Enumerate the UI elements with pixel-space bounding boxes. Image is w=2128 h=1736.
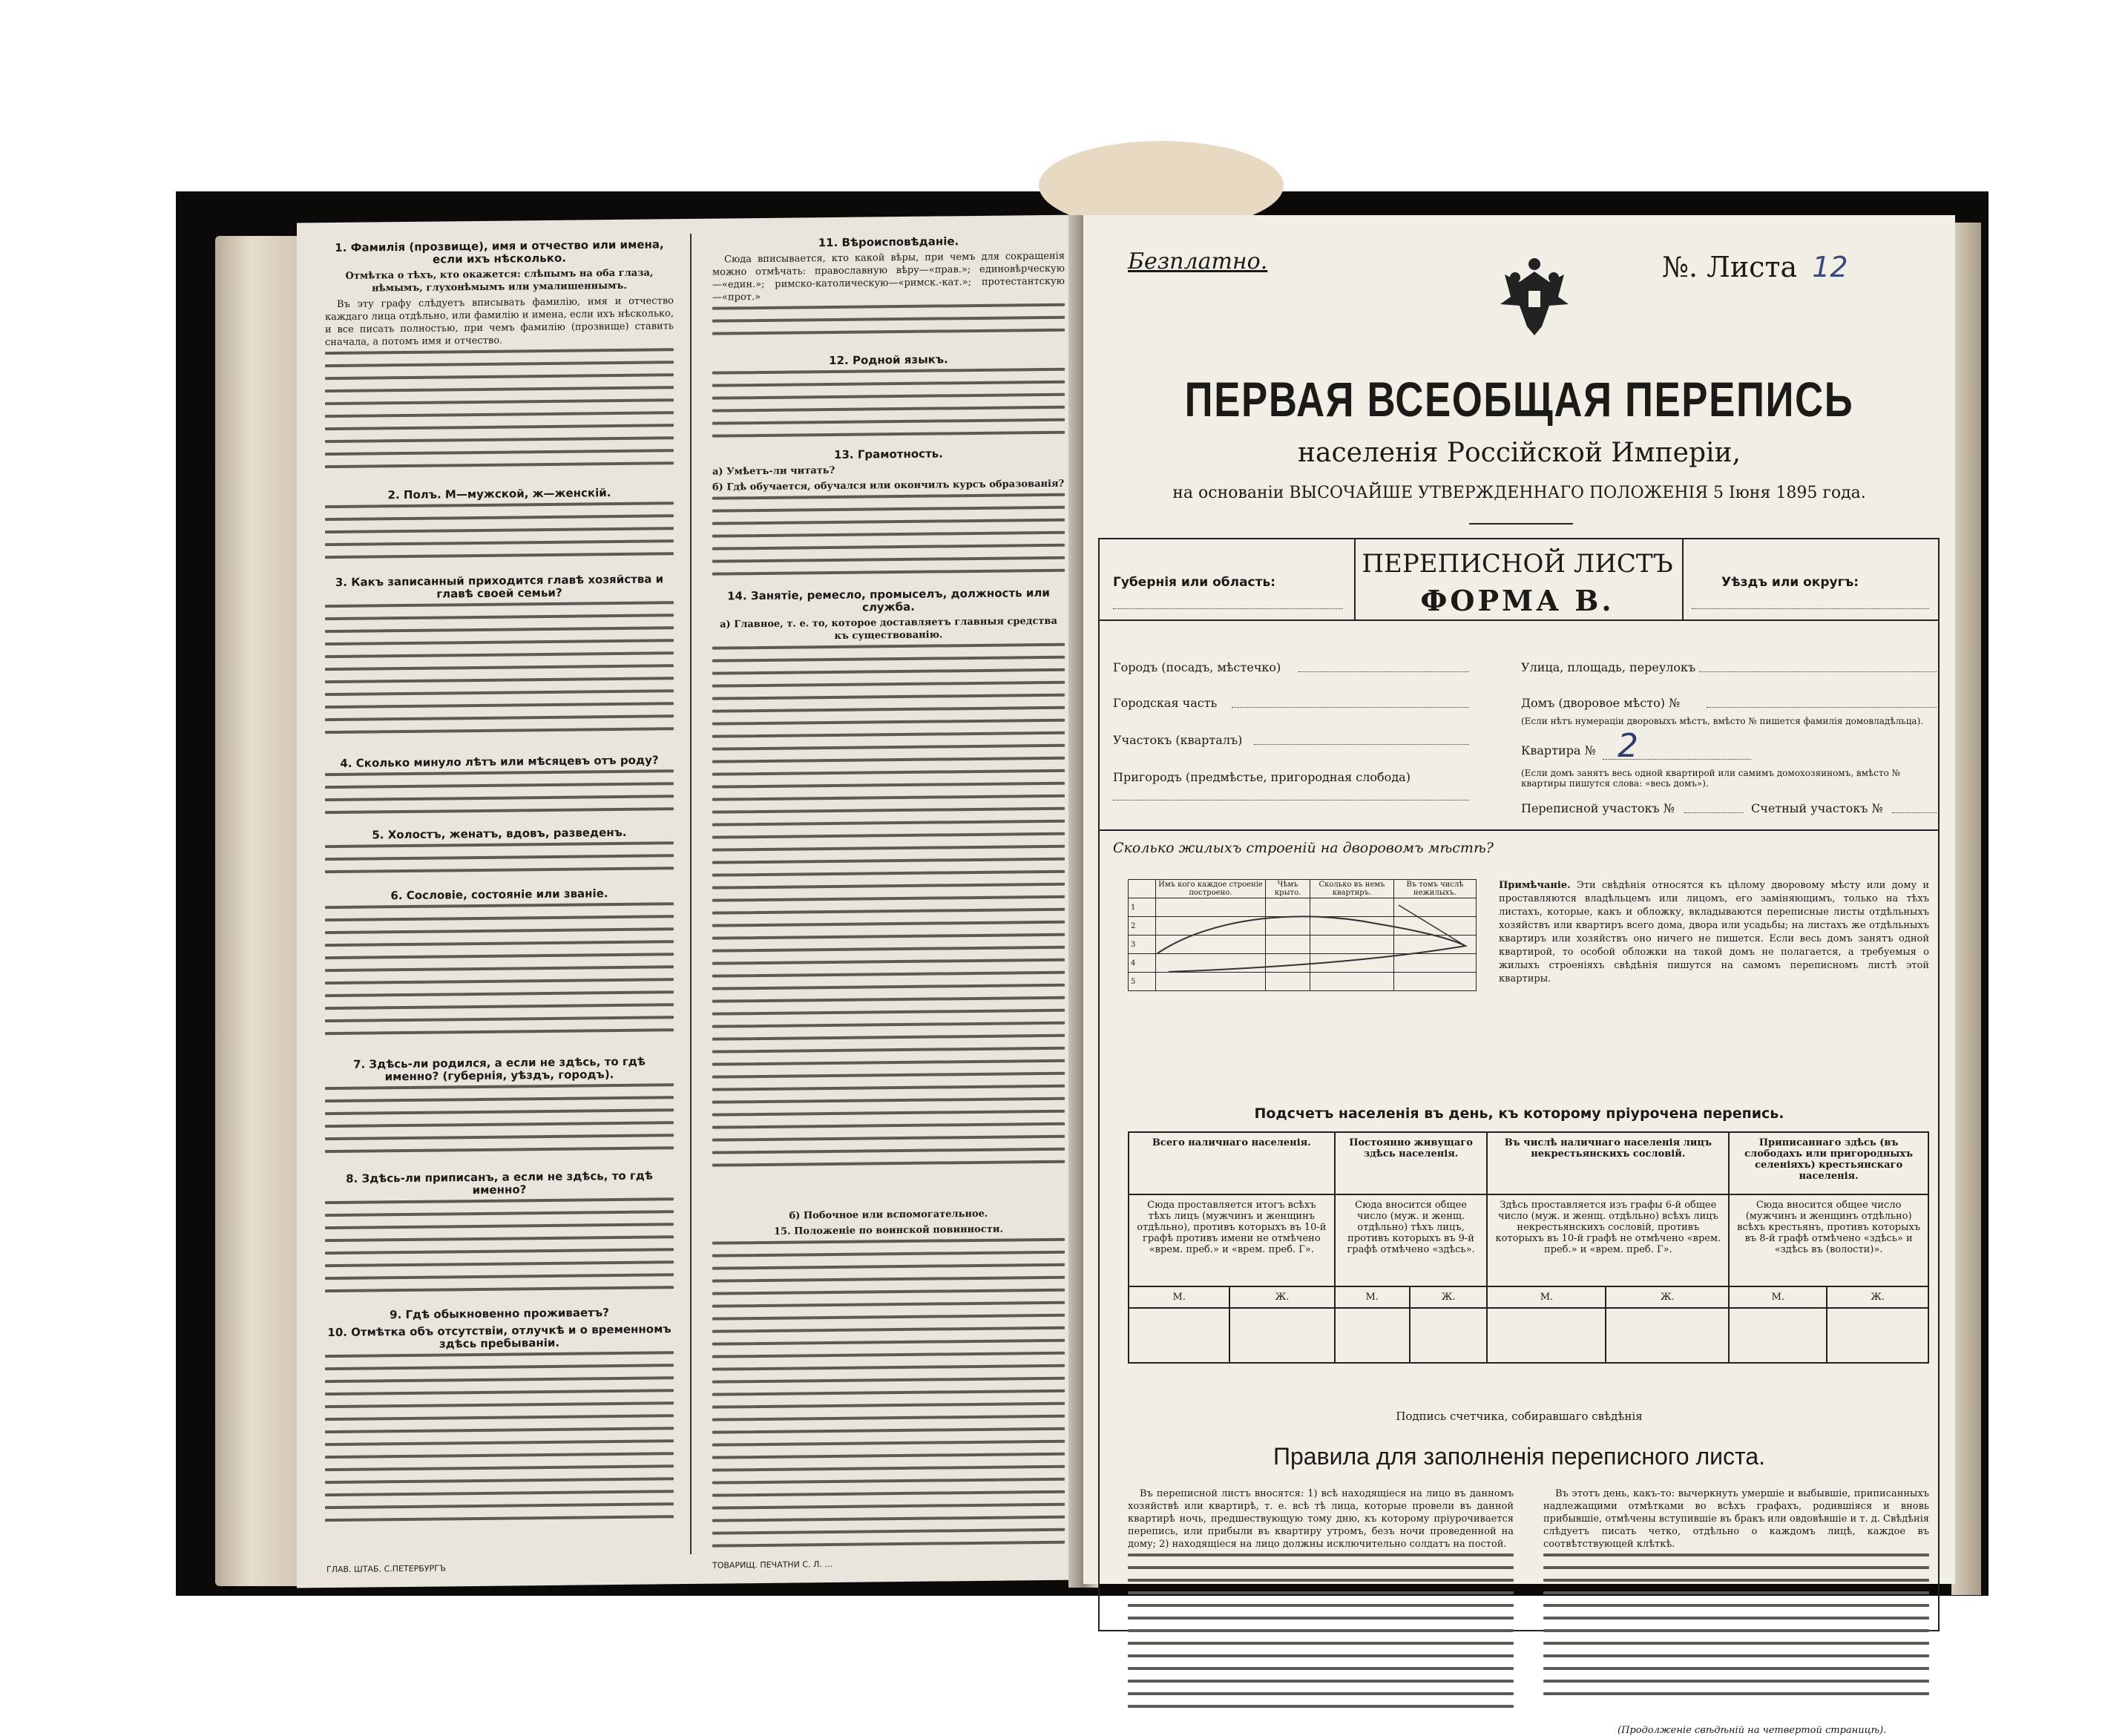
- item-4-heading: 4. Сколько минуло лѣтъ или мѣсяцевъ отъ роду?: [340, 753, 659, 770]
- male-label: М.: [1729, 1286, 1827, 1308]
- table-cell: Сюда вносится общее число (мужчинъ и женщинъ отдѣльно) всѣхъ крестьянъ, противъ которыхъ въ 8-й графѣ отмѣчено «здѣсь» и «здѣсь въ (волости)».: [1729, 1194, 1928, 1286]
- form-label: ФОРМА В.: [1420, 584, 1615, 617]
- row-number: 5: [1129, 973, 1156, 991]
- uezd-field[interactable]: [1692, 608, 1929, 609]
- book-edge-left: [215, 236, 304, 1586]
- census-area-label: Переписной участокъ №: [1521, 801, 1675, 815]
- city-part-field[interactable]: [1232, 707, 1469, 708]
- male-label: М.: [1487, 1286, 1606, 1308]
- house-field[interactable]: [1707, 707, 1937, 708]
- apartment-field[interactable]: [1603, 759, 1751, 760]
- male-label: М.: [1129, 1286, 1229, 1308]
- table-cell[interactable]: [1729, 1308, 1827, 1363]
- table-header-row: [1129, 880, 1477, 898]
- item-13a-heading: а) Умѣетъ-ли читать?: [712, 464, 835, 478]
- street-field[interactable]: [1699, 671, 1937, 672]
- table-header: Всего наличнаго населенія.: [1129, 1132, 1335, 1194]
- free-label: Безплатно.: [1128, 249, 1268, 274]
- table-cell[interactable]: [1827, 1308, 1928, 1363]
- quarter-label: Участокъ (кварталъ): [1113, 733, 1243, 747]
- row-number: 1: [1129, 898, 1156, 917]
- gubernia-field[interactable]: [1113, 608, 1343, 609]
- row-number: 2: [1129, 917, 1156, 936]
- table-cell[interactable]: [1335, 1308, 1410, 1363]
- table-cell[interactable]: [1410, 1308, 1488, 1363]
- counter-area-label: Счетный участокъ №: [1751, 801, 1883, 815]
- text-block: [325, 502, 674, 572]
- item-11-heading: 11. Вѣроисповѣданіе.: [818, 234, 959, 250]
- apartment-note: (Если домъ занятъ весь одной квартирой или самимъ домохозяиномъ, вмѣсто № квартиры пишутся слова: «весь домъ»).: [1521, 768, 1900, 789]
- table-header-row: [1129, 1132, 1928, 1194]
- table-header: Сколько въ немъ квартиръ.: [1310, 880, 1394, 898]
- female-label: Ж.: [1827, 1286, 1928, 1308]
- gubernia-label: Губернія или область:: [1113, 575, 1276, 590]
- item-5-heading: 5. Холостъ, женатъ, вдовъ, разведенъ.: [372, 825, 627, 842]
- city-part-label: Городская часть: [1113, 696, 1218, 710]
- table-header: Имъ кого каждое строеніе построено.: [1156, 880, 1266, 898]
- item-9-heading: 9. Гдѣ обыкновенно проживаетъ?: [390, 1306, 609, 1322]
- item-6-heading: 6. Сословіе, состояніе или званіе.: [390, 887, 608, 903]
- census-title: ПЕРВАЯ ВСЕОБЩАЯ ПЕРЕПИСЬ: [1184, 372, 1854, 427]
- item-14b-heading: б) Побочное или вспомогательное.: [789, 1208, 988, 1222]
- item-13-heading: 13. Грамотность.: [834, 447, 943, 461]
- population-count-title: Подсчетъ населенія въ день, къ которому пріурочена перепись.: [1254, 1105, 1784, 1122]
- item-1-heading: 1. Фамилія (прозвище), имя и отчество или имена, если ихъ нѣсколько.: [335, 237, 664, 266]
- sheet-number-value: 12: [1812, 251, 1848, 283]
- census-area-field[interactable]: [1684, 812, 1744, 813]
- table-row: [1129, 1308, 1928, 1363]
- table-cell[interactable]: [1229, 1308, 1334, 1363]
- rules-column-right: [1543, 1487, 1929, 1717]
- text-block: [325, 902, 674, 1054]
- item-1-note: Отмѣтка о тѣхъ, кто окажется: слѣпымъ на оба глаза, нѣмымъ, глухонѣмымъ или умалишеннымъ.: [345, 267, 654, 295]
- divider: [1098, 829, 1940, 831]
- text-block: [712, 493, 1065, 586]
- item-14-heading: 14. Занятіе, ремесло, промыселъ, должность или служба.: [727, 585, 1050, 614]
- apartment-label: Квартира №: [1521, 743, 1596, 757]
- male-label: М.: [1335, 1286, 1410, 1308]
- item-13b-heading: б) Гдѣ обучается, обучался или окончилъ курсъ образованія?: [712, 478, 1065, 493]
- row-number: 4: [1129, 954, 1156, 973]
- right-imprint: ТОВАРИЩ. ПЕЧАТНИ С. Л. ...: [712, 1559, 833, 1571]
- female-label: Ж.: [1410, 1286, 1488, 1308]
- text-block: [325, 1197, 674, 1305]
- signature-label: Подпись счетчика, собиравшаго свѣдѣнія: [1396, 1410, 1643, 1423]
- census-basis: на основаніи ВЫСОЧАЙШЕ УТВЕРЖДЕННАГО ПОЛОЖЕНІЯ 5 Іюня 1895 года.: [1172, 484, 1866, 502]
- text-block: [712, 1238, 1065, 1576]
- quarter-field[interactable]: [1254, 744, 1469, 745]
- uezd-label: Уѣздъ или округъ:: [1721, 575, 1859, 590]
- table-cell: Здѣсь проставляется изъ графы 6-й общее число (муж. и женщ. отдѣльно) всѣхъ лицъ некрестьянскихъ сословій, противъ которыхъ въ 10-й графѣ не отмѣчено «врем. преб.» и «врем. преб. Г».: [1487, 1194, 1729, 1286]
- note-text: Эти свѣдѣнія относятся къ цѣлому дворовому мѣсту или дому и проставляются владѣльцемъ или лицомъ, его заміняющимъ, только на тѣхъ листахъ, которые, какъ и обложку, вкладываются переписные листы отдѣльныхъ хозяйствъ или квартиръ всего дома, двора или усадьбы; на листахъ же отдѣльныхъ квартиръ или хозяйствъ оно ничего не пишется. Если весь домъ занятъ одной квартирой, то особой обложки на такой домъ не полагается, а требуемыя о жилыхъ строеніяхъ свѣдѣнія пишутся на самомъ переписномъ листѣ этой квартиры.: [1499, 880, 1929, 984]
- sheet-number: [1662, 251, 1848, 283]
- text-block: [325, 769, 674, 825]
- street-label: Улица, площадь, переулокъ: [1521, 660, 1696, 674]
- rules-left-text: Въ переписной листъ вносятся: 1) всѣ находящіеся на лицо въ данномъ хозяйствѣ или квартирѣ, т. е. всѣ тѣ лица, которые провели въ данной квартирѣ ночь, предшествующую тому дню, къ которому пріурочивается перепись, или прибыли въ квартиру утромъ, безъ ночи проведенной на дому; 2) находящіеся на лицо должны исключительно солдатъ на постой.: [1128, 1488, 1514, 1550]
- item-12-heading: 12. Родной языкъ.: [829, 352, 948, 368]
- city-field[interactable]: [1298, 671, 1469, 672]
- text-block: [325, 841, 674, 886]
- item-3-heading: 3. Какъ записанный приходится главѣ хозяйства и главѣ своей семьи?: [335, 572, 664, 601]
- counter-area-field[interactable]: [1892, 812, 1937, 813]
- buildings-question: Сколько жилыхъ строеній на дворовомъ мѣстѣ?: [1113, 840, 1494, 856]
- item-8-heading: 8. Здѣсь-ли приписанъ, а если не здѣсь, то гдѣ именно?: [346, 1168, 653, 1197]
- column-divider: [690, 234, 692, 1554]
- text-block: [1128, 1553, 1514, 1724]
- table-header: Въ числѣ наличнаго населенія лицъ некрестьянскихъ сословій.: [1487, 1132, 1729, 1194]
- text-block: [325, 1083, 674, 1168]
- table-row: [1129, 1194, 1928, 1286]
- sheet-title: ПЕРЕПИСНОЙ ЛИСТЪ: [1362, 549, 1673, 579]
- table-cell[interactable]: [1606, 1308, 1729, 1363]
- rules-column-left: [1128, 1487, 1514, 1724]
- item-1-text: Въ эту графу слѣдуетъ вписывать фамилію, имя и отчество каждаго лица отдѣльно, или фамилію и имена, если ихъ нѣсколько, и все писать полностью, при чемъ фамилію (прозвище) ставить сначала, а потомъ имя и отчество.: [325, 295, 674, 349]
- city-label: Городъ (посадъ, мѣстечко): [1113, 660, 1281, 674]
- house-label: Домъ (дворовое мѣсто) №: [1521, 696, 1681, 710]
- apartment-value: 2: [1618, 727, 1638, 765]
- female-label: Ж.: [1229, 1286, 1334, 1308]
- table-cell[interactable]: [1129, 1308, 1229, 1363]
- item-2-heading: 2. Полъ. М—мужской, ж—женскій.: [387, 486, 611, 502]
- pencil-stroke: [1154, 901, 1473, 976]
- house-note: (Если нѣтъ нумераціи дворовыхъ мѣстъ, вмѣсто № пишется фамилія домовладѣльца).: [1521, 716, 1924, 726]
- female-label: Ж.: [1606, 1286, 1729, 1308]
- text-block: [1543, 1553, 1929, 1717]
- text-block: [712, 643, 1065, 1211]
- left-column-1: [325, 234, 674, 1540]
- left-page: [297, 214, 1083, 1588]
- continuation-note: (Продолженіе свѣдѣній на четвертой страницѣ).: [1618, 1725, 1887, 1736]
- item-10-heading: 10. Отмѣтка объ отсутствіи, отлучкѣ и о временномъ здѣсь пребываніи.: [327, 1322, 671, 1351]
- buildings-note: [1499, 879, 1929, 986]
- text-block: [712, 368, 1065, 446]
- book-edge-right: [1951, 223, 1981, 1595]
- item-7-heading: 7. Здѣсь-ли родился, а если не здѣсь, то гдѣ именно? (губернія, уѣздъ, городъ).: [353, 1054, 646, 1084]
- census-subtitle: населенія Россійской Имперіи,: [1298, 438, 1741, 468]
- table-cell[interactable]: [1487, 1308, 1606, 1363]
- text-block: [325, 1351, 674, 1540]
- left-column-2: [712, 230, 1065, 1576]
- rules-right-text: Въ этотъ день, какъ-то: вычеркнуть умершіе и выбывшіе, приписанныхъ надлежащими отмѣтками во всѣхъ графахъ, родившіяся и вновь прибывшіе, отмѣчены вступившіе въ бракъ или овдовѣвшіе и т. д. Свѣдѣнія слѣдуетъ писать четко, отдѣльно о каждомъ лицѣ, каждое въ соотвѣтствующей клѣткѣ.: [1543, 1488, 1929, 1550]
- table-header: [1129, 880, 1156, 898]
- item-11-text: Сюда вписывается, кто какой вѣры, при чемъ для сокращенія можно отмѣчать: православную вѣру—«прав.»; единовѣрческую—«един.»; римско-католическую—«римск.-кат.»; протестантскую—«прот.»: [712, 250, 1065, 303]
- text-block: [712, 303, 1065, 352]
- table-header: Приписаннаго здѣсь (въ слободахъ или пригородныхъ селеніяхъ) крестьянскаго населенія.: [1729, 1132, 1928, 1194]
- table-header: Въ томъ числѣ нежилыхъ.: [1393, 880, 1476, 898]
- population-count-table: [1128, 1131, 1929, 1364]
- table-row: [1129, 1286, 1928, 1308]
- suburb-label: Пригородъ (предмѣстье, пригородная слобода): [1113, 770, 1411, 784]
- item-15-heading: 15. Положеніе по воинской повинности.: [774, 1223, 1003, 1237]
- table-header: Чѣмъ крыто.: [1265, 880, 1310, 898]
- left-imprint: ГЛАВ. ШТАБ. С.ПЕТЕРБУРГЪ: [326, 1563, 447, 1575]
- right-page: [1083, 215, 1955, 1736]
- table-header: Постоянно живущаго здѣсь населенія.: [1335, 1132, 1488, 1194]
- row-number: 3: [1129, 936, 1156, 954]
- divider: [1098, 619, 1940, 621]
- double-headed-eagle-icon: [1490, 252, 1579, 341]
- text-block: [325, 601, 674, 753]
- table-cell: Сюда проставляется итогъ всѣхъ тѣхъ лицъ (мужчинъ и женщинъ отдѣльно), противъ которыхъ въ 10-й графѣ противъ имени не отмѣчено «врем. преб.» и «врем. преб. Г».: [1129, 1194, 1335, 1286]
- table-cell: Сюда вносится общее число (муж. и женщ. отдѣльно) тѣхъ лицъ, противъ которыхъ въ 9-й графѣ отмѣчено «здѣсь».: [1335, 1194, 1488, 1286]
- item-14a-heading: а) Главное, т. е. то, которое доставляетъ главныя средства къ существованію.: [720, 615, 1057, 642]
- sheet-number-label: №. Листа: [1662, 251, 1798, 283]
- note-label: Примѣчаніе.: [1499, 880, 1571, 891]
- text-block: [325, 348, 674, 485]
- rules-title: Правила для заполненія переписного листа.: [1273, 1443, 1765, 1470]
- divider: [1469, 523, 1573, 525]
